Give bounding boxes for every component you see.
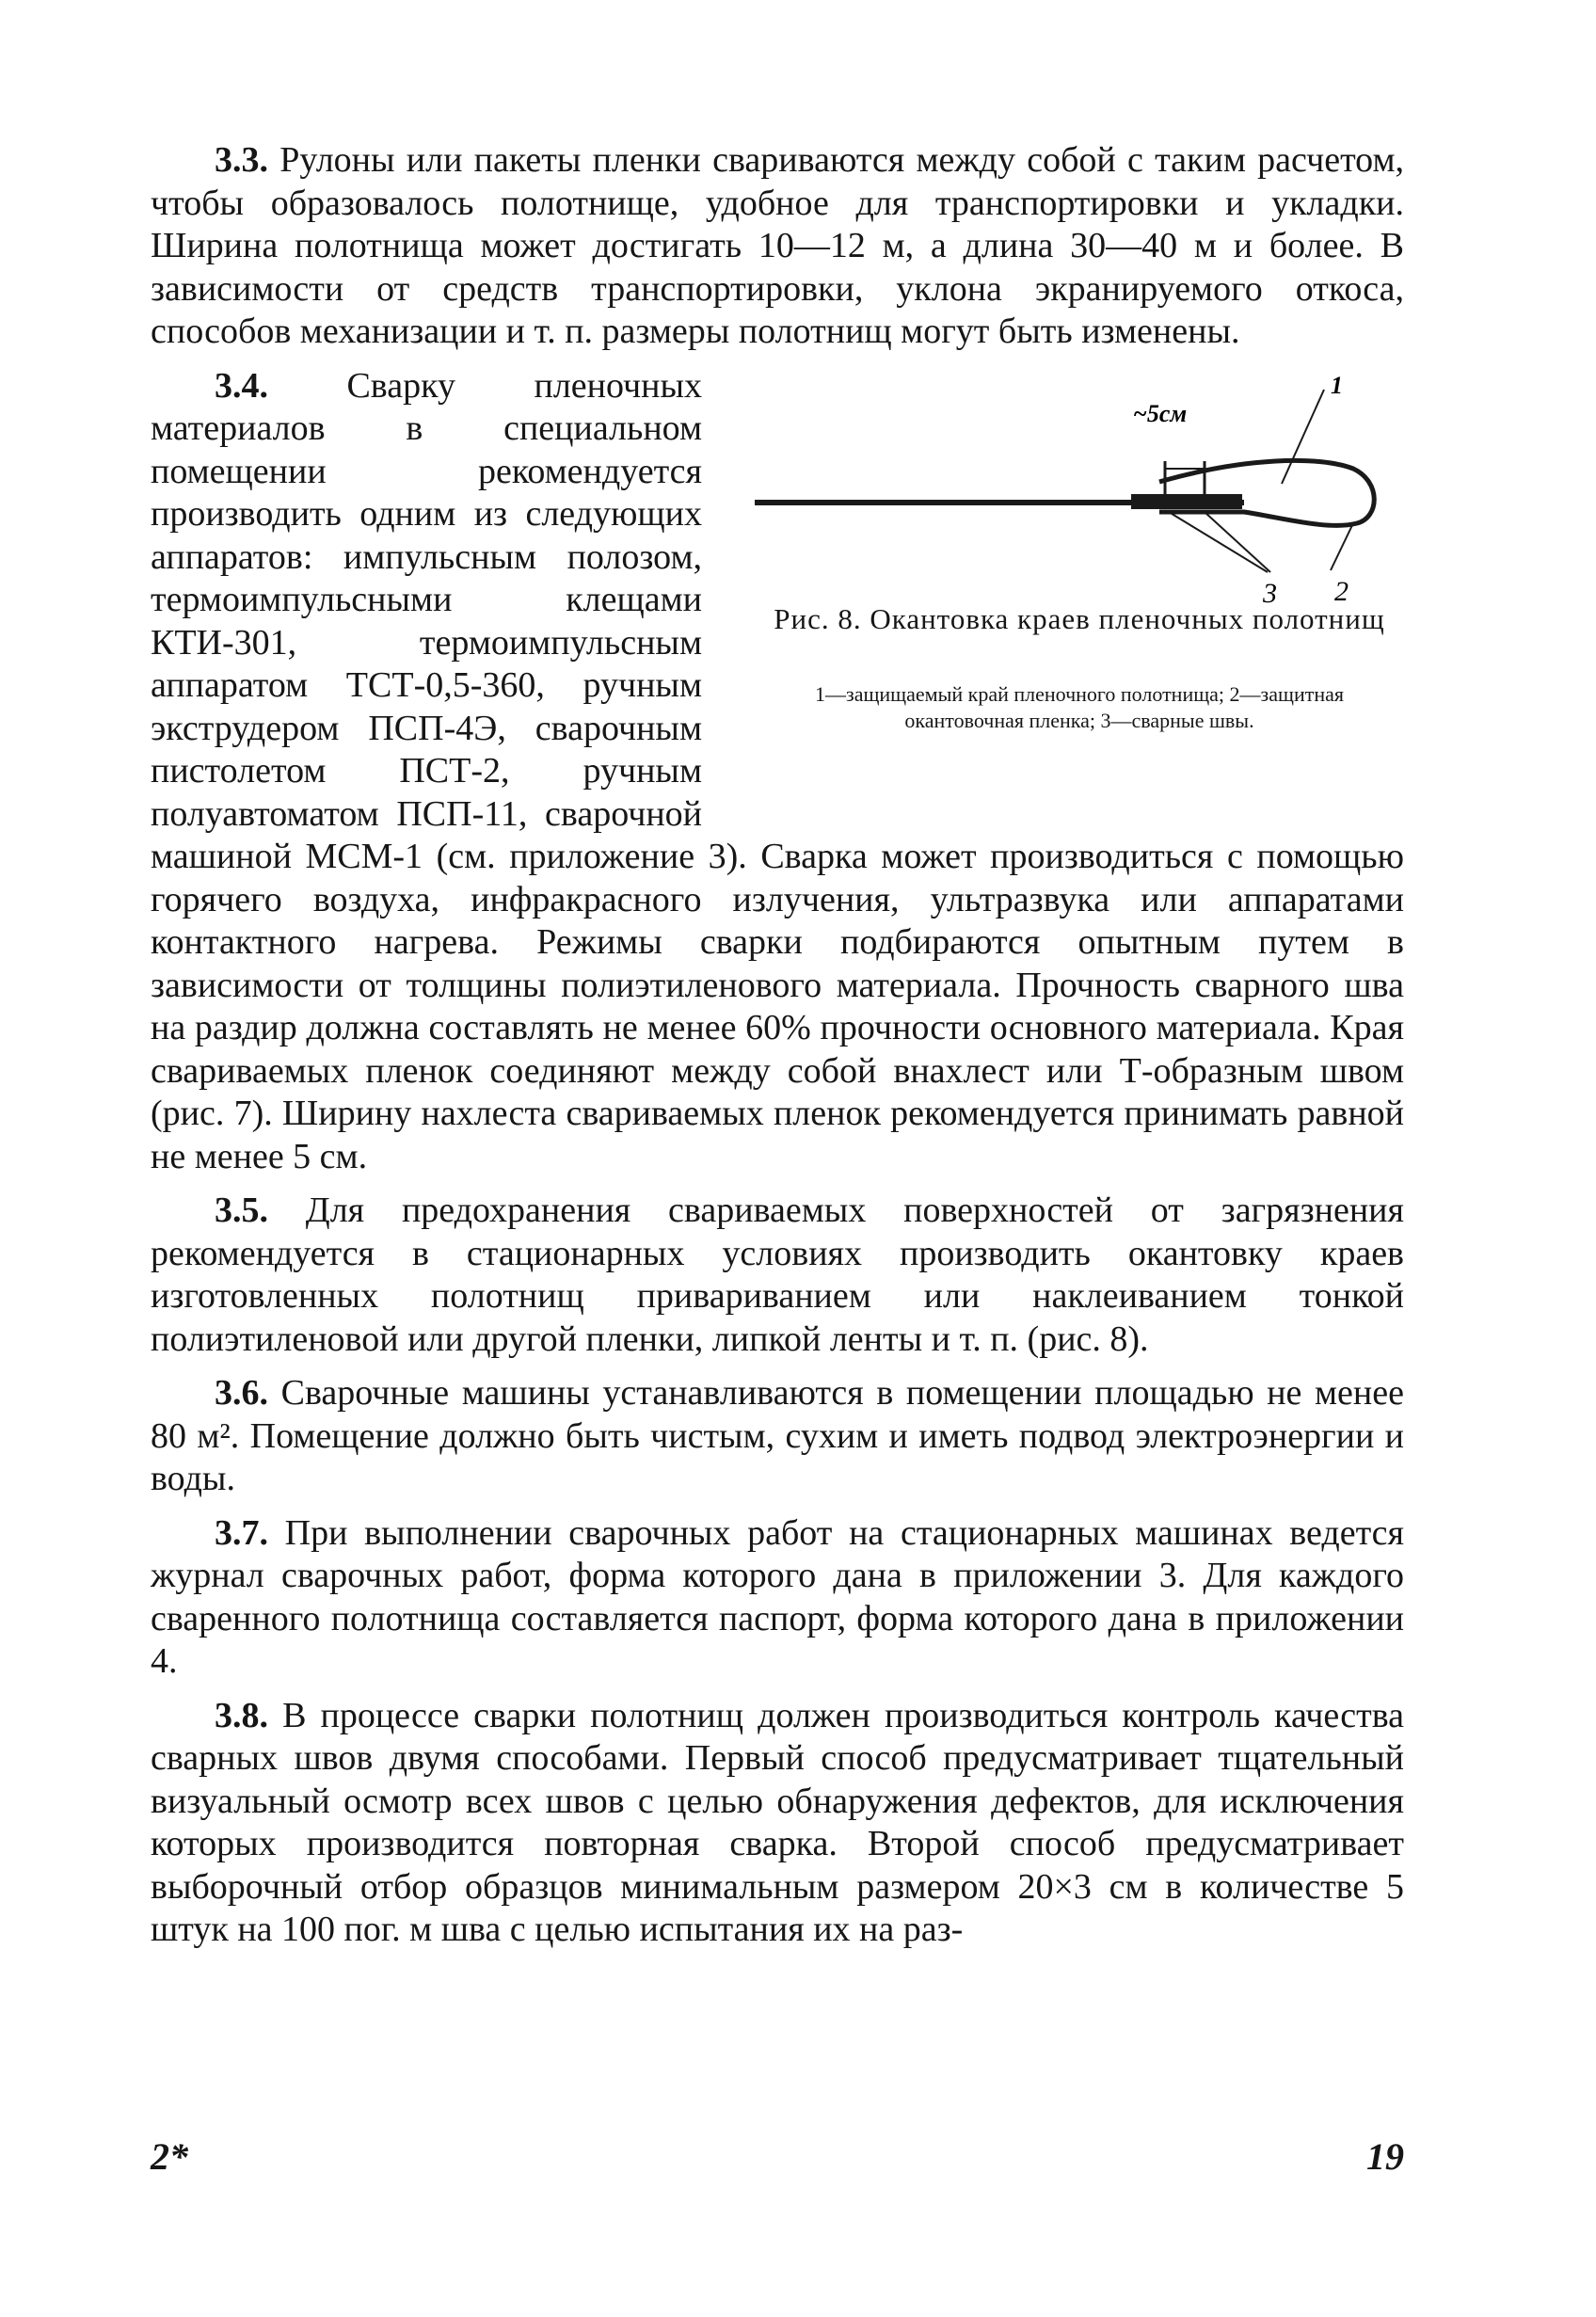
edging-film-loop <box>1159 460 1374 525</box>
figure-label-3: 3 <box>1263 577 1277 609</box>
paragraph-number: 3.8. <box>215 1695 268 1735</box>
paragraph-text: Рулоны или пакеты пленки свариваются между собой с таким расчетом, чтобы образовалось полотнище, удобное для транспортировки и укладки. Ширина полотнища может достигать 10—12 м, а длина 30—40 м и более. В зависимости от средств транспортировки, уклона экранируемого откоса, способов механизации и т. п. размеры полотнищ могут быть изменены. <box>151 140 1404 351</box>
paragraph-number: 3.6. <box>215 1373 268 1413</box>
paragraph-3-5 <box>151 1190 1404 1361</box>
paragraph-number: 3.4. <box>215 365 268 406</box>
paragraph-text: Сварку пленочных материалов в специальном помещении рекомендуется производить одним из следующих аппаратов: импульсным полозом, термоимпульсными клещами КТИ-301, термоимпульсным аппаратом ТСТ-0,5-360, ручным экструдером ПСП-4Э, сварочным пистолетом ПСТ-2, ручным полуавтоматом ПСП-11, сварочной машиной МСМ-1 (см. приложение 3). Сварка может производиться с помощью горячего воздуха, инфракрасного излучения, ультразвука или аппаратами контактного нагрева. Режимы сварки подбираются опытным путем в зависимости от толщины полиэтиленового материала. Прочность сварного шва на раздир должна составлять не менее 60% прочности основного материала. Края свариваемых пленок соединяют между собой внахлест или Т-образным швом (рис. 7). Ширину нахлеста свариваемых пленок рекомендуется принимать равной не менее 5 см. <box>151 365 1404 1176</box>
paragraph-text: При выполнении сварочных работ на стационарных машинах ведется журнал сварочных работ, форма которого дана в приложении 3. Для каждого сваренного полотнища составляется паспорт, форма которого дана в приложении 4. <box>151 1512 1404 1681</box>
text-column <box>151 139 1404 1952</box>
paragraph-text: Для предохранения свариваемых поверхностей от загрязнения рекомендуется в стационарных условиях производить окантовку краев изготовленных полотнищ привариванием или наклеиванием тонкой полиэтиленовой или другой пленки, липкой ленты и т. п. (рис. 8). <box>151 1190 1404 1359</box>
paragraph-3-6 <box>151 1372 1404 1501</box>
signature-mark: 2* <box>151 2135 188 2178</box>
paragraph-number: 3.3. <box>215 140 268 180</box>
dimension-label: ~5см <box>1133 399 1188 427</box>
paragraph-3-7 <box>151 1512 1404 1684</box>
leader-line-1 <box>1282 390 1324 484</box>
figure-legend: 1—защищаемый край пленочного полотнища; 2—защитная окантовочная пленка; 3—сварные швы. <box>815 681 1344 732</box>
figure-label-2: 2 <box>1334 575 1349 607</box>
paragraph-3-3 <box>151 139 1404 354</box>
leader-line-3b <box>1205 512 1270 572</box>
figure-caption: Рис. 8. Окантовка краев пленочных полотнищ <box>774 601 1385 635</box>
paragraph-text: Сварочные машины устанавливаются в помещении площадью не менее 80 м². Помещение должно быть чистым, сухим и иметь подвод электроэнергии и воды. <box>151 1373 1404 1498</box>
figure-label-1: 1 <box>1331 371 1343 399</box>
page-number: 19 <box>1366 2135 1404 2178</box>
weld-band <box>1131 494 1242 509</box>
paragraph-text: В процессе сварки полотнищ должен производиться контроль качества сварных швов двумя способами. Первый способ предусматривает тщательный визуальный осмотр всех швов с целью обнаружения дефектов, для исключения которых производится повторная сварка. Второй способ предусматривает выборочный отбор образцов минимальным размером 20×3 см в количестве 5 штук на 100 пог. м шва с целью испытания их на раз- <box>151 1695 1404 1949</box>
paragraph-number: 3.5. <box>215 1190 268 1230</box>
leader-line-3a <box>1169 512 1268 572</box>
leader-line-2 <box>1331 523 1353 570</box>
figure-8 <box>755 371 1404 821</box>
paragraph-number: 3.7. <box>215 1512 268 1553</box>
paragraph-3-8 <box>151 1695 1404 1952</box>
paragraph-3-4 <box>151 365 1404 1179</box>
